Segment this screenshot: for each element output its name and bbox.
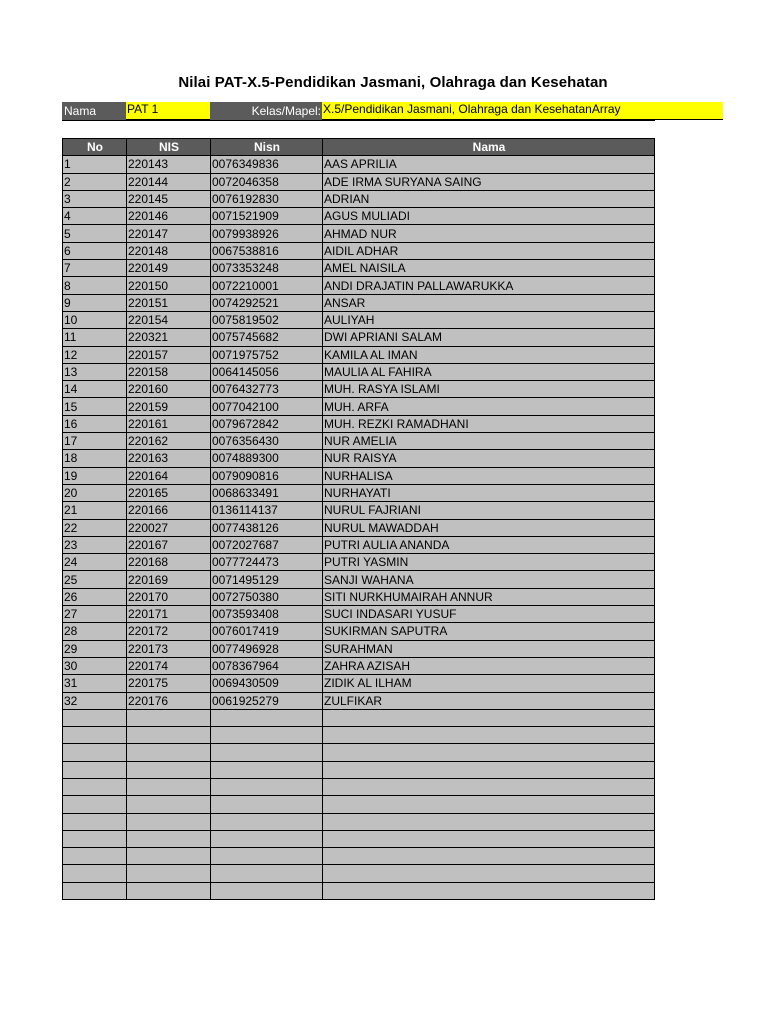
page-title: Nilai PAT-X.5-Pendidikan Jasmani, Olahraga dan Kesehatan	[178, 74, 608, 91]
table-row	[63, 363, 655, 380]
cell-nisn[interactable]	[211, 882, 323, 899]
cell-nisn[interactable]: 0071975752	[211, 346, 323, 363]
cell-nis[interactable]	[127, 882, 211, 899]
cell-no[interactable]	[63, 865, 127, 882]
table-row	[63, 381, 655, 398]
cell-no[interactable]: 24	[63, 554, 127, 571]
cell-nama[interactable]: SUCI INDASARI YUSUF	[323, 606, 655, 623]
cell-nisn[interactable]: 0071521909	[211, 208, 323, 225]
cell-nama[interactable]: ZIDIK AL ILHAM	[323, 675, 655, 692]
cell-nama[interactable]: NURUL MAWADDAH	[323, 519, 655, 536]
cell-no[interactable]: 5	[63, 225, 127, 242]
cell-nama[interactable]: NUR RAISYA	[323, 450, 655, 467]
cell-no[interactable]: 8	[63, 277, 127, 294]
cell-nama[interactable]: AULIYAH	[323, 311, 655, 328]
cell-nama[interactable]: NUR AMELIA	[323, 433, 655, 450]
cell-nis[interactable]: 220149	[127, 260, 211, 277]
cell-no[interactable]: 32	[63, 692, 127, 709]
cell-nis[interactable]	[127, 744, 211, 761]
cell-nis[interactable]: 220157	[127, 346, 211, 363]
table-row	[63, 277, 655, 294]
table-row	[63, 813, 655, 830]
cell-nama[interactable]	[323, 865, 655, 882]
cell-no[interactable]: 10	[63, 311, 127, 328]
cell-nama[interactable]	[323, 709, 655, 726]
table-row	[63, 311, 655, 328]
cell-nis[interactable]: 220144	[127, 173, 211, 190]
cell-nisn[interactable]: 0064145056	[211, 363, 323, 380]
table-row	[63, 173, 655, 190]
cell-nama[interactable]: DWI APRIANI SALAM	[323, 329, 655, 346]
table-row	[63, 848, 655, 865]
cell-no[interactable]: 31	[63, 675, 127, 692]
cell-nama[interactable]: ZULFIKAR	[323, 692, 655, 709]
cell-no[interactable]: 30	[63, 657, 127, 674]
cell-nama[interactable]: AMEL NAISILA	[323, 260, 655, 277]
cell-no[interactable]	[63, 761, 127, 778]
cell-nama[interactable]: ADE IRMA SURYANA SAING	[323, 173, 655, 190]
cell-nis[interactable]: 220170	[127, 588, 211, 605]
cell-nis[interactable]: 220145	[127, 190, 211, 207]
cell-nis[interactable]: 220154	[127, 311, 211, 328]
cell-no[interactable]	[63, 813, 127, 830]
cell-nisn[interactable]: 0077042100	[211, 398, 323, 415]
cell-nis[interactable]: 220150	[127, 277, 211, 294]
cell-no[interactable]: 3	[63, 190, 127, 207]
table-row	[63, 727, 655, 744]
cell-no[interactable]: 13	[63, 363, 127, 380]
table-row	[63, 692, 655, 709]
cell-nisn[interactable]	[211, 865, 323, 882]
cell-nis[interactable]: 220169	[127, 571, 211, 588]
cell-nama[interactable]: ANDI DRAJATIN PALLAWARUKKA	[323, 277, 655, 294]
cell-nisn[interactable]	[211, 761, 323, 778]
cell-nisn[interactable]: 0075745682	[211, 329, 323, 346]
table-row	[63, 830, 655, 847]
cell-nis[interactable]	[127, 727, 211, 744]
cell-no[interactable]: 21	[63, 502, 127, 519]
column-header-nis[interactable]: NIS	[127, 139, 211, 156]
cell-nis[interactable]: 220167	[127, 536, 211, 553]
cell-no[interactable]: 17	[63, 433, 127, 450]
cell-nis[interactable]: 220147	[127, 225, 211, 242]
cell-nisn[interactable]	[211, 848, 323, 865]
form-header	[62, 102, 723, 120]
table-row	[63, 415, 655, 432]
cell-nama[interactable]: ADRIAN	[323, 190, 655, 207]
table-row	[63, 502, 655, 519]
cell-no[interactable]: 15	[63, 398, 127, 415]
cell-no[interactable]	[63, 778, 127, 795]
table-row	[63, 484, 655, 501]
table-row	[63, 329, 655, 346]
table-row	[63, 709, 655, 726]
cell-nis[interactable]: 220166	[127, 502, 211, 519]
table-row	[63, 554, 655, 571]
cell-nis[interactable]: 220171	[127, 606, 211, 623]
cell-nama[interactable]	[323, 796, 655, 813]
cell-nisn[interactable]: 0073353248	[211, 260, 323, 277]
cell-no[interactable]: 14	[63, 381, 127, 398]
cell-nis[interactable]: 220027	[127, 519, 211, 536]
cell-nisn[interactable]: 0079090816	[211, 467, 323, 484]
table-row	[63, 294, 655, 311]
cell-no[interactable]: 27	[63, 606, 127, 623]
kelas-label: Kelas/Mapel:	[210, 102, 322, 120]
cell-nis[interactable]: 220151	[127, 294, 211, 311]
table-row	[63, 156, 655, 173]
table-row	[63, 398, 655, 415]
cell-nisn[interactable]: 0077438126	[211, 519, 323, 536]
cell-nisn[interactable]: 0076356430	[211, 433, 323, 450]
cell-no[interactable]: 29	[63, 640, 127, 657]
cell-nama[interactable]: PUTRI AULIA ANANDA	[323, 536, 655, 553]
cell-nisn[interactable]	[211, 727, 323, 744]
cell-nis[interactable]: 220148	[127, 242, 211, 259]
cell-nis[interactable]: 220158	[127, 363, 211, 380]
table-row	[63, 675, 655, 692]
cell-nis[interactable]	[127, 709, 211, 726]
cell-nis[interactable]	[127, 778, 211, 795]
cell-nama[interactable]	[323, 744, 655, 761]
table-row	[63, 882, 655, 899]
cell-nama[interactable]	[323, 761, 655, 778]
cell-no[interactable]: 9	[63, 294, 127, 311]
cell-nama[interactable]: MAULIA AL FAHIRA	[323, 363, 655, 380]
cell-nisn[interactable]: 0136114137	[211, 502, 323, 519]
cell-nisn[interactable]: 0061925279	[211, 692, 323, 709]
cell-no[interactable]: 25	[63, 571, 127, 588]
cell-no[interactable]: 28	[63, 623, 127, 640]
cell-no[interactable]: 11	[63, 329, 127, 346]
kelas-value-cell[interactable]: X.5/Pendidikan Jasmani, Olahraga dan KesehatanArray	[322, 102, 723, 120]
cell-nis[interactable]	[127, 813, 211, 830]
cell-nisn[interactable]: 0067538816	[211, 242, 323, 259]
table-row	[63, 190, 655, 207]
cell-nisn[interactable]	[211, 796, 323, 813]
cell-nis[interactable]: 220159	[127, 398, 211, 415]
table-row	[63, 346, 655, 363]
header-underline	[62, 120, 655, 121]
cell-nis[interactable]	[127, 796, 211, 813]
cell-nis[interactable]: 220174	[127, 657, 211, 674]
cell-no[interactable]: 1	[63, 156, 127, 173]
cell-no[interactable]	[63, 744, 127, 761]
cell-nis[interactable]: 220164	[127, 467, 211, 484]
cell-nis[interactable]	[127, 848, 211, 865]
table-row	[63, 640, 655, 657]
cell-no[interactable]: 23	[63, 536, 127, 553]
table-row	[63, 865, 655, 882]
cell-no[interactable]: 2	[63, 173, 127, 190]
cell-nama[interactable]: ZAHRA AZISAH	[323, 657, 655, 674]
cell-nisn[interactable]: 0078367964	[211, 657, 323, 674]
cell-nisn[interactable]: 0071495129	[211, 571, 323, 588]
table-row	[63, 536, 655, 553]
cell-nisn[interactable]: 0074292521	[211, 294, 323, 311]
cell-no[interactable]	[63, 796, 127, 813]
cell-no[interactable]: 19	[63, 467, 127, 484]
cell-nama[interactable]	[323, 830, 655, 847]
table-body	[63, 156, 655, 900]
cell-no[interactable]: 22	[63, 519, 127, 536]
cell-nis[interactable]: 220163	[127, 450, 211, 467]
table-row	[63, 588, 655, 605]
cell-no[interactable]: 20	[63, 484, 127, 501]
cell-nisn[interactable]: 0076432773	[211, 381, 323, 398]
cell-nisn[interactable]: 0077496928	[211, 640, 323, 657]
cell-nama[interactable]	[323, 778, 655, 795]
cell-nis[interactable]: 220173	[127, 640, 211, 657]
cell-nisn[interactable]: 0072027687	[211, 536, 323, 553]
cell-nisn[interactable]	[211, 830, 323, 847]
cell-no[interactable]	[63, 830, 127, 847]
table-row	[63, 606, 655, 623]
cell-no[interactable]: 4	[63, 208, 127, 225]
cell-no[interactable]: 6	[63, 242, 127, 259]
cell-no[interactable]: 26	[63, 588, 127, 605]
cell-nis[interactable]: 220160	[127, 381, 211, 398]
cell-nama[interactable]	[323, 882, 655, 899]
cell-nama[interactable]: MUH. ARFA	[323, 398, 655, 415]
cell-nama[interactable]: ANSAR	[323, 294, 655, 311]
cell-nama[interactable]: AGUS MULIADI	[323, 208, 655, 225]
cell-nama[interactable]: SITI NURKHUMAIRAH ANNUR	[323, 588, 655, 605]
cell-nisn[interactable]: 0076017419	[211, 623, 323, 640]
cell-nisn[interactable]: 0072210001	[211, 277, 323, 294]
nama-label: Nama	[62, 102, 126, 120]
cell-nisn[interactable]: 0068633491	[211, 484, 323, 501]
table-row	[63, 242, 655, 259]
table-row	[63, 433, 655, 450]
cell-nis[interactable]	[127, 865, 211, 882]
cell-nama[interactable]: MUH. RASYA ISLAMI	[323, 381, 655, 398]
cell-nisn[interactable]	[211, 813, 323, 830]
table-row	[63, 467, 655, 484]
cell-nis[interactable]: 220162	[127, 433, 211, 450]
table-row	[63, 761, 655, 778]
cell-nisn[interactable]: 0075819502	[211, 311, 323, 328]
cell-nisn[interactable]: 0069430509	[211, 675, 323, 692]
cell-nama[interactable]: AHMAD NUR	[323, 225, 655, 242]
cell-nama[interactable]: AAS APRILIA	[323, 156, 655, 173]
cell-nisn[interactable]	[211, 778, 323, 795]
cell-nis[interactable]: 220168	[127, 554, 211, 571]
cell-no[interactable]: 7	[63, 260, 127, 277]
cell-nisn[interactable]: 0079672842	[211, 415, 323, 432]
cell-nama[interactable]: NURHAYATI	[323, 484, 655, 501]
cell-nis[interactable]: 220146	[127, 208, 211, 225]
cell-nis[interactable]: 220161	[127, 415, 211, 432]
cell-nama[interactable]: SURAHMAN	[323, 640, 655, 657]
cell-nama[interactable]	[323, 813, 655, 830]
table-row	[63, 657, 655, 674]
table-header-row	[63, 139, 655, 156]
cell-nis[interactable]: 220175	[127, 675, 211, 692]
column-header-nama[interactable]: Nama	[323, 139, 655, 156]
cell-no[interactable]	[63, 727, 127, 744]
column-header-nisn[interactable]: Nisn	[211, 139, 323, 156]
grades-table	[62, 138, 655, 900]
cell-no[interactable]: 18	[63, 450, 127, 467]
cell-no[interactable]	[63, 882, 127, 899]
cell-nis[interactable]: 220176	[127, 692, 211, 709]
cell-nis[interactable]	[127, 830, 211, 847]
cell-nis[interactable]	[127, 761, 211, 778]
cell-nama[interactable]: KAMILA AL IMAN	[323, 346, 655, 363]
cell-no[interactable]: 16	[63, 415, 127, 432]
cell-nama[interactable]: AIDIL ADHAR	[323, 242, 655, 259]
cell-nisn[interactable]: 0072750380	[211, 588, 323, 605]
table-row	[63, 450, 655, 467]
table-row	[63, 744, 655, 761]
table-row	[63, 519, 655, 536]
table-row	[63, 571, 655, 588]
table-row	[63, 225, 655, 242]
cell-no[interactable]	[63, 848, 127, 865]
cell-nis[interactable]: 220165	[127, 484, 211, 501]
cell-nama[interactable]: SANJI WAHANA	[323, 571, 655, 588]
cell-nisn[interactable]: 0076349836	[211, 156, 323, 173]
cell-nisn[interactable]: 0074889300	[211, 450, 323, 467]
cell-nama[interactable]: MUH. REZKI RAMADHANI	[323, 415, 655, 432]
cell-nisn[interactable]	[211, 744, 323, 761]
table-row	[63, 778, 655, 795]
nama-value-cell[interactable]: PAT 1	[126, 102, 210, 120]
cell-nisn[interactable]: 0079938926	[211, 225, 323, 242]
cell-nisn[interactable]: 0076192830	[211, 190, 323, 207]
cell-nama[interactable]	[323, 727, 655, 744]
cell-nama[interactable]	[323, 848, 655, 865]
cell-nis[interactable]: 220321	[127, 329, 211, 346]
cell-nama[interactable]: PUTRI YASMIN	[323, 554, 655, 571]
cell-nama[interactable]: NURHALISA	[323, 467, 655, 484]
table-row	[63, 796, 655, 813]
table-row	[63, 208, 655, 225]
cell-nis[interactable]: 220143	[127, 156, 211, 173]
table-row	[63, 623, 655, 640]
cell-nisn[interactable]: 0072046358	[211, 173, 323, 190]
cell-nisn[interactable]: 0073593408	[211, 606, 323, 623]
column-header-no[interactable]: No	[63, 139, 127, 156]
cell-no[interactable]	[63, 709, 127, 726]
cell-no[interactable]: 12	[63, 346, 127, 363]
cell-nama[interactable]: NURUL FAJRIANI	[323, 502, 655, 519]
cell-nisn[interactable]	[211, 709, 323, 726]
cell-nisn[interactable]: 0077724473	[211, 554, 323, 571]
cell-nis[interactable]: 220172	[127, 623, 211, 640]
table-row	[63, 260, 655, 277]
cell-nama[interactable]: SUKIRMAN SAPUTRA	[323, 623, 655, 640]
